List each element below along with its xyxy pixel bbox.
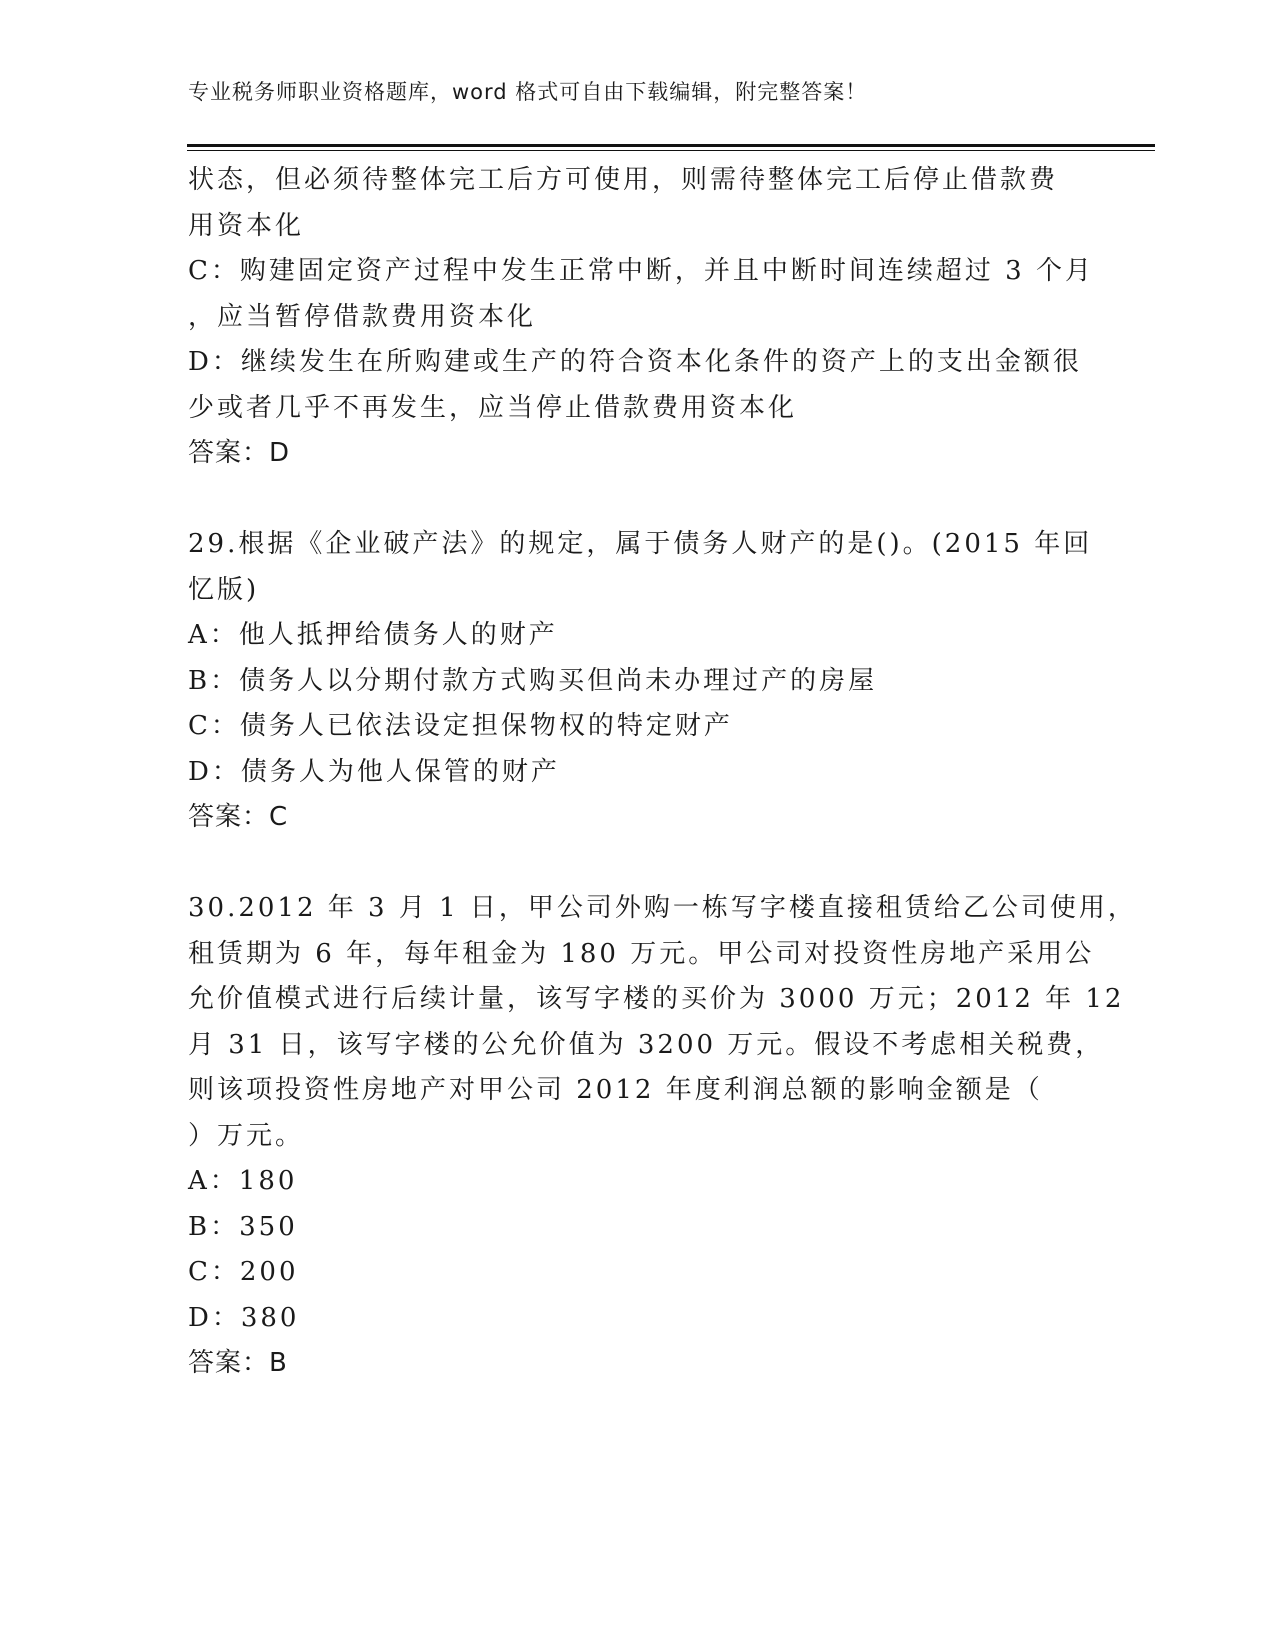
q30-answer: 答案：B [188, 1348, 288, 1378]
q28-option-b-line-2: 用资本化 [188, 210, 305, 241]
question-28-tail [188, 158, 1094, 477]
header-rule-thick [187, 144, 1155, 147]
q29-option-a: A：他人抵押给债务人的财产 [188, 620, 558, 650]
question-30 [188, 886, 1137, 1387]
header-rule-thin [187, 150, 1155, 151]
q29-option-c: C：债务人已依法设定担保物权的特定财产 [188, 711, 733, 741]
q30-stem-line-1: 30.2012 年 3 月 1 日，甲公司外购一栋写字楼直接租赁给乙公司使用， [188, 893, 1137, 923]
q30-option-b: B：350 [188, 1211, 298, 1242]
q29-option-d: D：债务人为他人保管的财产 [188, 756, 560, 787]
q28-option-d-line-2: 少或者几乎不再发生，应当停止借款费用资本化 [188, 392, 798, 423]
q29-answer: 答案：C [188, 802, 289, 832]
q30-option-d: D：380 [188, 1302, 300, 1333]
q30-stem-line-2: 租赁期为 6 年，每年租金为 180 万元。甲公司对投资性房地产采用公 [188, 938, 1095, 969]
q30-stem-line-3: 允价值模式进行后续计量，该写字楼的买价为 3000 万元；2012 年 12 [188, 984, 1125, 1014]
q28-answer: 答案：D [188, 438, 291, 468]
page-header: 专业税务师职业资格题库，word 格式可自由下载编辑，附完整答案！ [188, 80, 868, 104]
page-content [188, 158, 1137, 1387]
q29-option-b: B：债务人以分期付款方式购买但尚未办理过产的房屋 [188, 665, 878, 696]
q29-stem-line-1: 29.根据《企业破产法》的规定，属于债务人财产的是()。(2015 年回 [188, 529, 1093, 559]
q28-option-c-line-1: C：购建固定资产过程中发生正常中断，并且中断时间连续超过 3 个月 [188, 256, 1094, 286]
q30-option-a: A：180 [188, 1166, 298, 1196]
question-29 [188, 522, 1093, 841]
q30-stem-line-6: ）万元。 [188, 1120, 305, 1151]
q29-stem-line-2: 忆版) [188, 574, 260, 605]
q30-stem-line-5: 则该项投资性房地产对甲公司 2012 年度利润总额的影响金额是（ [188, 1075, 1043, 1105]
q30-option-c: C：200 [188, 1257, 299, 1287]
q28-option-c-line-2: ，应当暂停借款费用资本化 [188, 301, 537, 332]
q30-stem-line-4: 月 31 日，该写字楼的公允价值为 3200 万元。假设不考虑相关税费， [188, 1029, 1105, 1060]
q28-option-b-line-1: 状态，但必须待整体完工后方可使用，则需待整体完工后停止借款费 [188, 165, 1059, 195]
spacer [188, 477, 1088, 523]
q28-option-d-line-1: D：继续发生在所购建或生产的符合资本化条件的资产上的支出金额很 [188, 347, 1082, 377]
spacer [188, 841, 1088, 887]
